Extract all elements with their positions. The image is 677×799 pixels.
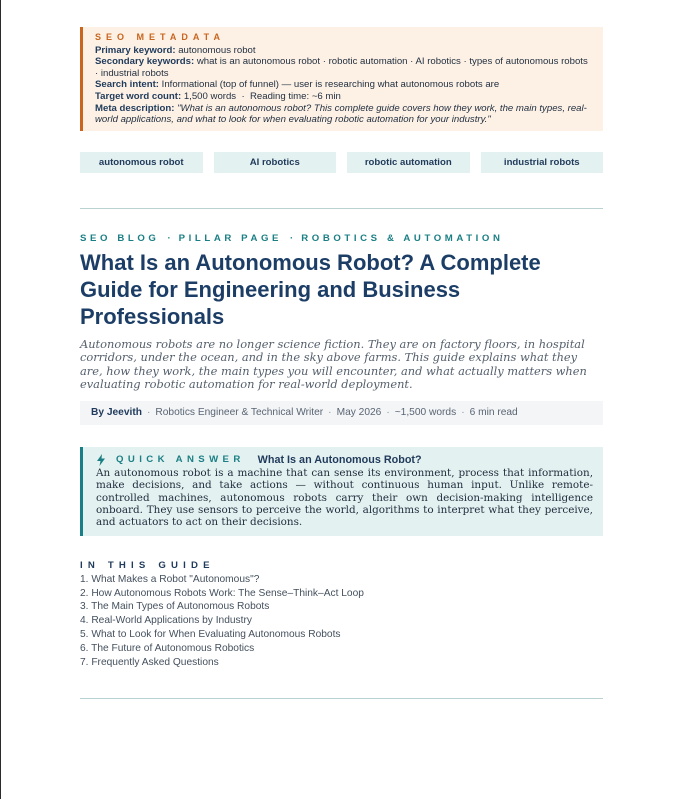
toc-item[interactable]: 2. How Autonomous Robots Work: The Sense–Think–Act Loop	[80, 587, 364, 599]
read-time: 6 min read	[469, 406, 518, 418]
keyword-tag[interactable]: industrial robots	[481, 152, 604, 173]
toc-title: IN THIS GUIDE	[80, 559, 215, 571]
article-page	[80, 27, 603, 699]
article-lede: Autonomous robots are no longer science fiction. They are on factory floors, in hospital corridors, under the ocean, and in the sky above farms. This guide explains what they are, how they work, the main types you will encounter, and what actually matters when evaluating robotic automation for real-world deployment.	[80, 336, 587, 392]
toc-item[interactable]: 6. The Future of Autonomous Robotics	[80, 642, 255, 654]
quick-answer-question: What Is an Autonomous Robot?	[257, 453, 422, 466]
page-edge-rule	[0, 0, 1, 799]
author-role: Robotics Engineer & Technical Writer	[155, 406, 324, 418]
article-title: What Is an Autonomous Robot? A Complete Guide for Engineering and Business Professionals	[80, 249, 541, 329]
seo-primary-keyword: Primary keyword: autonomous robot	[95, 44, 256, 56]
quick-answer-label: QUICK ANSWER	[116, 454, 245, 466]
bolt-icon	[96, 454, 106, 466]
author-name: By Jeevith	[91, 406, 142, 418]
keyword-tag[interactable]: autonomous robot	[80, 152, 203, 173]
keyword-tag[interactable]: AI robotics	[214, 152, 337, 173]
quick-answer-box	[80, 447, 603, 536]
section-divider	[80, 698, 603, 699]
eyebrow-category: SEO BLOG	[80, 232, 160, 244]
toc-item[interactable]: 4. Real-World Applications by Industry	[80, 615, 252, 627]
seo-word-count: Target word count: 1,500 words · Reading time: ~6 min	[95, 90, 341, 102]
seo-metadata-box	[80, 27, 603, 131]
section-divider	[80, 208, 603, 209]
byline-bar: By Jeevith · Robotics Engineer & Technical Writer · May 2026 · ~1,500 words · 6 min read	[80, 401, 603, 425]
quick-answer-text: An autonomous robot is a machine that can sense its environment, process that information, make decisions, and take actions — without continuous human input. Unlike remote-controlled machines, autonomous robots carry their own decision-making intelligence onboard. They use sensors to perceive the world, algorithms to interpret what they perceive, and actuators to act on their decisions.	[96, 466, 593, 529]
seo-meta-description: Meta description: "What is an autonomous robot? This complete guide covers how they work, the main types, real-world applications, and what to look for when evaluating robotic automation for your industry."	[95, 102, 587, 126]
seo-metadata-title: SEO METADATA	[95, 32, 225, 42]
toc-item[interactable]: 7. Frequently Asked Questions	[80, 656, 219, 668]
seo-secondary-keywords: Secondary keywords: what is an autonomous robot · robotic automation · AI robotics · types of autonomous robots · industrial robots	[95, 56, 588, 79]
keyword-tags	[80, 152, 603, 173]
table-of-contents	[80, 573, 603, 670]
word-count: ~1,500 words	[394, 406, 457, 418]
toc-item[interactable]: 1. What Makes a Robot "Autonomous"?	[80, 573, 260, 585]
eyebrow-category: PILLAR PAGE	[178, 232, 283, 244]
toc-item[interactable]: 5. What to Look for When Evaluating Autonomous Robots	[80, 628, 341, 640]
eyebrow-category: ROBOTICS & AUTOMATION	[301, 232, 504, 244]
publish-date: May 2026	[336, 406, 382, 418]
toc-item[interactable]: 3. The Main Types of Autonomous Robots	[80, 601, 270, 613]
seo-search-intent: Search intent: Informational (top of funnel) — user is researching what autonomous robots are	[95, 79, 500, 91]
quick-answer-header	[96, 454, 593, 466]
article-eyebrow: SEO BLOG · PILLAR PAGE · ROBOTICS & AUTOMATION	[80, 232, 504, 244]
keyword-tag[interactable]: robotic automation	[347, 152, 470, 173]
